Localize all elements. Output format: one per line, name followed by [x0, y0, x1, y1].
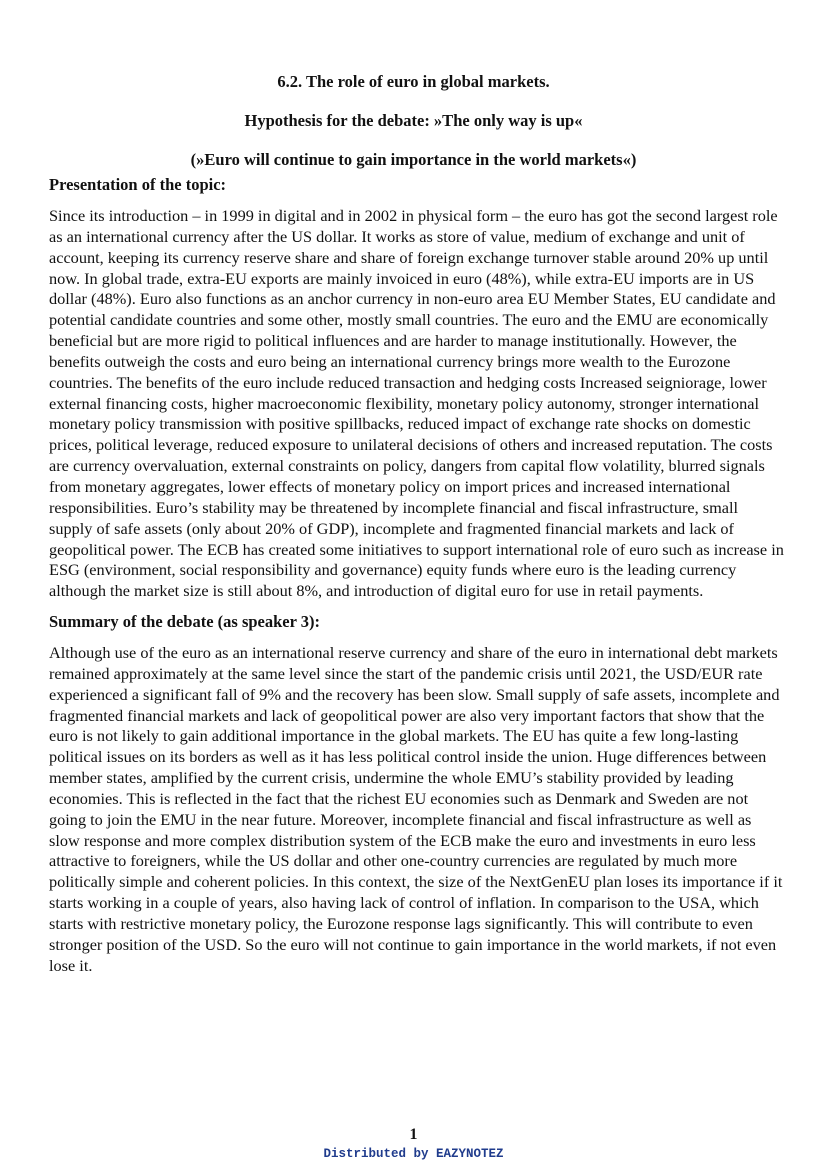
summary-paragraph: Although use of the euro as an international reserve currency and share of the euro in international debt markets remained approximately at the same level since the start of the pandemic crisis until 2021, the USD/EUR rate experienced a significant fall of 9% and the recovery has been slow. Small supply of safe assets, incomplete and fragmented financial markets and lack of geopolitical power are also very important factors that show that the euro is not likely to gain additional importance in the global markets. The EU has quite a few long-lasting political issues on its borders as well as it has less political control inside the union. Huge differences between member states, amplified by the current crisis, undermine the whole EMU’s stability provided by leading economies. This is reflected in the fact that the richest EU economies such as Denmark and Sweden are not going to join the EMU in the near future. Moreover, incomplete financial and fiscal infrastructure as well as slow response and more complex distribution system of the ECB make the euro and investments in euro less attractive to foreigners, while the US dollar and other one-country currencies are regulated by much more politically simple and coherent policies. In this context, the size of the NextGenEU plan loses its importance if it starts working in a couple of years, also having lack of control of inflation. In comparison to the USA, which starts with restrictive monetary policy, the Eurozone response lags significantly. This will contribute to even stronger position of the USD. So the euro will not continue to gain importance in the world markets, if not even lose it. [49, 643, 783, 975]
presentation-title: Presentation of the topic: [49, 175, 227, 194]
summary-title: Summary of the debate (as speaker 3): [49, 612, 321, 632]
distributed-by-watermark: Distributed by EAZYNOTEZ [323, 1147, 504, 1161]
page-number: 1 [409, 1126, 418, 1143]
debate-hypothesis: Hypothesis for the debate: »The only way is up« [244, 111, 583, 130]
heading-block [48, 72, 779, 189]
document-body [49, 175, 785, 987]
presentation-paragraph: Since its introduction – in 1999 in digital and in 2002 in physical form – the euro has got the second largest role as an international currency after the US dollar. It works as store of value, medium of exchange and unit of account, keeping its currency reserve share and share of foreign exchange turnover stable around 20% up until now. In global trade, extra-EU exports are mainly invoiced in euro (48%), while extra-EU imports are in US dollar (48%). Euro also functions as an anchor currency in non-euro area EU Member States, EU candidate and potential candidate countries and some other, mostly small countries. The euro and the EMU are economically beneficial but are more rigid to political influences and are harder to manage institutionally. However, the benefits outweigh the costs and euro being an international currency brings more wealth to the Eurozone countries. The benefits of the euro include reduced transaction and hedging costs Increased seigniorage, lower external financing costs, higher macroeconomic flexibility, monetary policy autonomy, stronger international monetary policy transmission with positive spillbacks, reduced impact of exchange rate shocks on domestic prices, political leverage, reduced exposure to unilateral decisions of others and increased reputation. The costs are currency overvaluation, external constraints on policy, dangers from capital flow volatility, blurred signals from monetary aggregates, lower effects of monetary policy on import prices and increased international responsibilities. Euro’s stability may be threatened by incomplete financial and fiscal infrastructure, small supply of safe assets (only about 20% of GDP), incomplete and fragmented financial markets and lack of geopolitical power. The ECB has created some initiatives to support international role of euro such as increase in ESG (environment, social responsibility and governance) equity funds where euro is the leading currency although the market size is still about 8%, and introduction of digital euro for use in retail payments. [49, 206, 784, 601]
hypothesis-explanation: (»Euro will continue to gain importance in the world markets«) [190, 150, 637, 169]
section-heading: 6.2. The role of euro in global markets. [277, 72, 550, 91]
